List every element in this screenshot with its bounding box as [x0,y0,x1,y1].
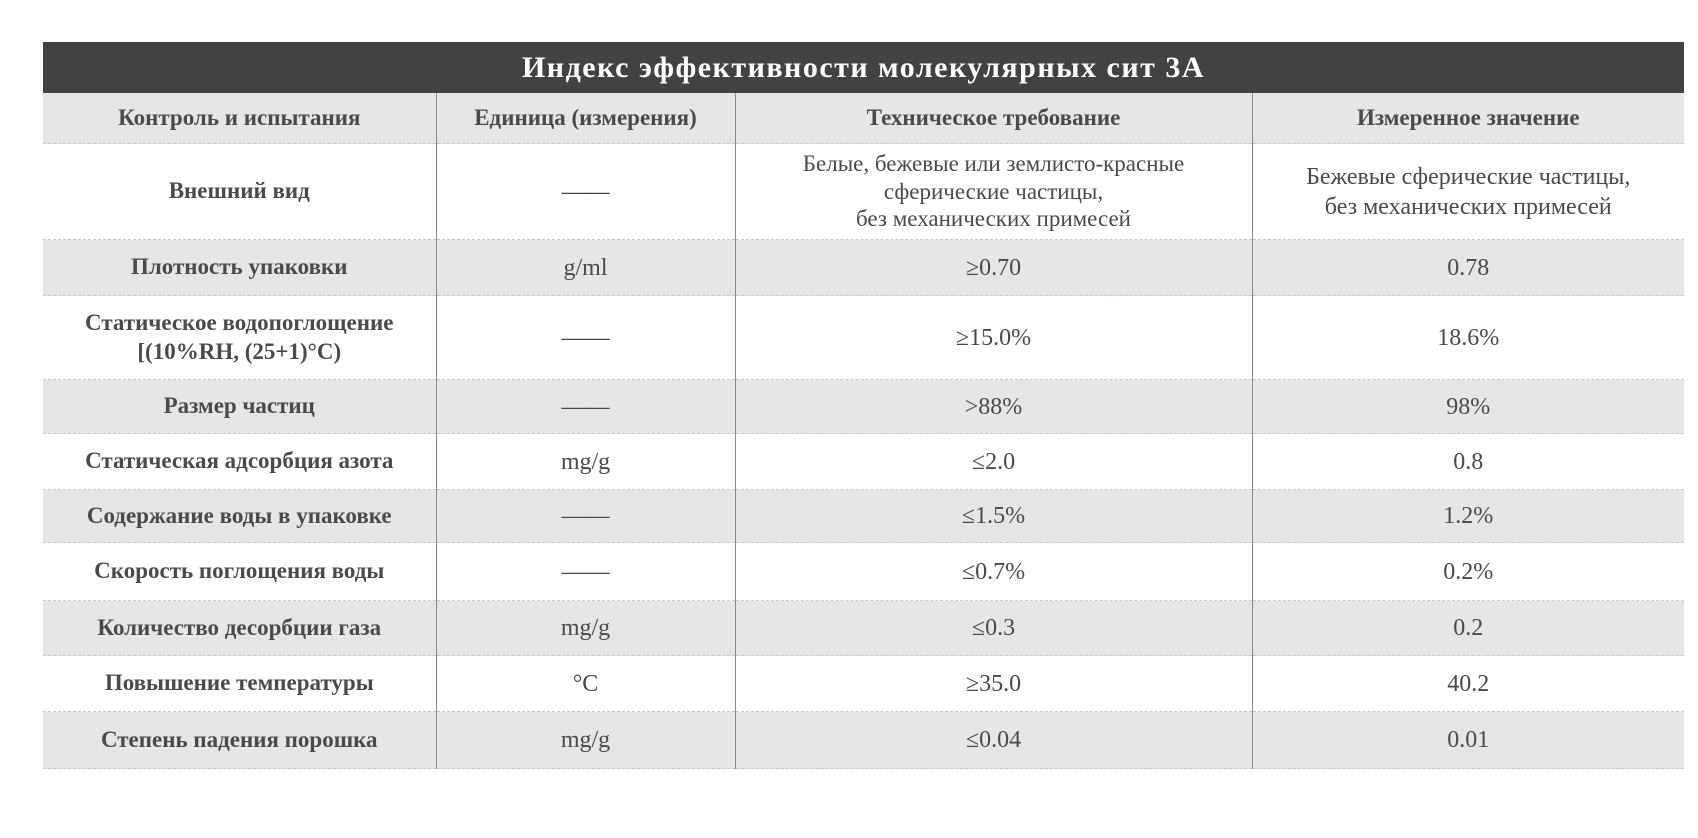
row-measured: 0.01 [1252,712,1684,769]
row-measured: 40.2 [1252,656,1684,712]
row-name: Размер частиц [43,380,436,434]
spec-table [43,42,1684,769]
row-unit: —— [436,144,735,240]
row-requirement: ≤0.7% [735,543,1252,601]
row-measured: Бежевые сферические частицы, без механических примесей [1252,144,1684,240]
row-unit: mg/g [436,434,735,490]
row-requirement: ≤0.3 [735,601,1252,656]
row-name: Плотность упаковки [43,240,436,296]
row-requirement: ≤2.0 [735,434,1252,490]
row-name: Повышение температуры [43,656,436,712]
row-unit: °C [436,656,735,712]
row-name: Внешний вид [43,144,436,240]
table-row [43,490,1684,543]
table-row [43,712,1684,769]
row-requirement: ≥15.0% [735,296,1252,380]
header-row [43,93,1684,144]
row-name: Статическое водопоглощение [(10%RH, (25+1)°C) [43,296,436,380]
row-unit: mg/g [436,712,735,769]
table-row [43,144,1684,240]
row-measured: 98% [1252,380,1684,434]
row-name: Статическая адсорбция азота [43,434,436,490]
row-measured: 1.2% [1252,490,1684,543]
header-test: Контроль и испытания [43,93,436,144]
row-name: Содержание воды в упаковке [43,490,436,543]
table-row [43,601,1684,656]
table-title: Индекс эффективности молекулярных сит 3A [43,42,1684,93]
row-requirement: ≥0.70 [735,240,1252,296]
table-row [43,434,1684,490]
row-name: Степень падения порошка [43,712,436,769]
row-name: Количество десорбции газа [43,601,436,656]
table-row [43,296,1684,380]
table-row [43,656,1684,712]
table-row [43,543,1684,601]
row-requirement: ≥35.0 [735,656,1252,712]
row-unit: mg/g [436,601,735,656]
row-requirement: ≤0.04 [735,712,1252,769]
row-unit: —— [436,490,735,543]
title-row [43,42,1684,93]
table-row [43,240,1684,296]
row-requirement: ≤1.5% [735,490,1252,543]
row-measured: 0.78 [1252,240,1684,296]
row-unit: —— [436,296,735,380]
row-unit: —— [436,380,735,434]
row-measured: 0.2 [1252,601,1684,656]
row-measured: 0.2% [1252,543,1684,601]
row-unit: g/ml [436,240,735,296]
row-name: Скорость поглощения воды [43,543,436,601]
header-unit: Единица (измерения) [436,93,735,144]
row-requirement: Белые, бежевые или землисто-красные сферические частицы, без механических примесей [735,144,1252,240]
row-measured: 0.8 [1252,434,1684,490]
row-unit: —— [436,543,735,601]
row-requirement: >88% [735,380,1252,434]
table-row [43,380,1684,434]
header-measured: Измеренное значение [1252,93,1684,144]
header-requirement: Техническое требование [735,93,1252,144]
row-measured: 18.6% [1252,296,1684,380]
